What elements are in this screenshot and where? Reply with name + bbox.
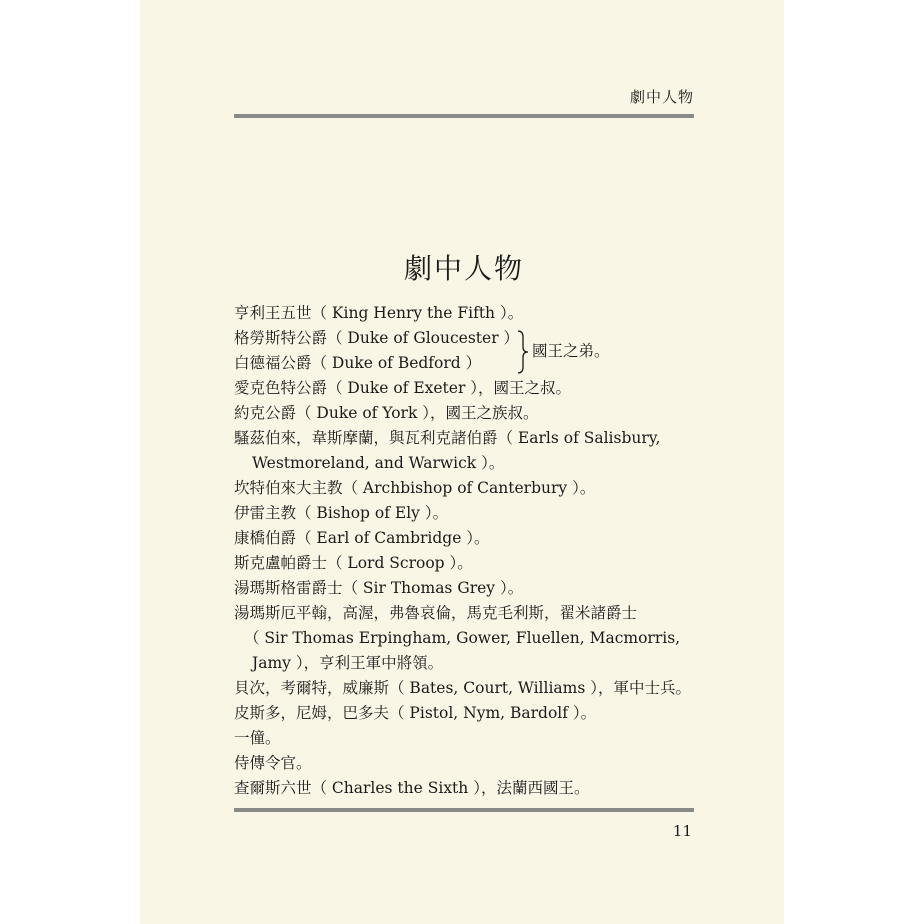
bottom-rule (234, 808, 694, 812)
list-item-continuation: （ Sir Thomas Erpingham, Gower, Fluellen, Macmorris, (244, 629, 681, 647)
list-item: 坎特伯來大主教（ Archbishop of Canterbury ）。 (234, 479, 596, 497)
list-item: 騷茲伯來，韋斯摩蘭，與瓦利克諸伯爵（ Earls of Salisbury, (234, 429, 661, 447)
list-item: 伊雷主教（ Bishop of Ely ）。 (234, 504, 449, 522)
list-item: 湯瑪斯厄平翰，高渥，弗魯哀倫，馬克毛利斯，翟米諸爵士 (234, 604, 638, 622)
right-brace-icon (516, 329, 530, 375)
character-list (234, 301, 702, 801)
list-item: 查爾斯六世（ Charles the Sixth ），法蘭西國王。 (234, 779, 590, 797)
list-item: 白德福公爵（ Duke of Bedford ） (234, 354, 482, 372)
list-item: 康橋伯爵（ Earl of Cambridge ）。 (234, 529, 490, 547)
list-item: 一僮。 (234, 729, 281, 747)
list-item: 亨利王五世（ King Henry the Fifth ）。 (234, 304, 524, 322)
list-item-continuation: Westmoreland, and Warwick ）。 (252, 454, 505, 472)
list-item-continuation: Jamy ），亨利王軍中將領。 (252, 654, 444, 672)
top-rule (234, 114, 694, 118)
list-item: 格勞斯特公爵（ Duke of Gloucester ） (234, 329, 520, 347)
list-item: 侍傳令官。 (234, 754, 312, 772)
list-item: 愛克色特公爵（ Duke of Exeter ），國王之叔。 (234, 379, 572, 397)
brace-group (234, 326, 694, 376)
list-item: 湯瑪斯格雷爵士（ Sir Thomas Grey ）。 (234, 579, 524, 597)
list-item: 約克公爵（ Duke of York ），國王之族叔。 (234, 404, 539, 422)
page-title: 劇中人物 (403, 252, 524, 285)
brace-label: 國王之弟。 (532, 342, 610, 360)
page-number: 11 (672, 822, 692, 840)
list-item: 皮斯多，尼姆，巴多夫（ Pistol, Nym, Bardolf ）。 (234, 704, 597, 722)
list-item: 斯克盧帕爵士（ Lord Scroop ）。 (234, 554, 473, 572)
book-page (140, 0, 784, 924)
list-item: 貝次，考爾特，威廉斯（ Bates, Court, Williams ），軍中士兵。 (234, 679, 691, 697)
running-head: 劇中人物 (629, 88, 694, 106)
